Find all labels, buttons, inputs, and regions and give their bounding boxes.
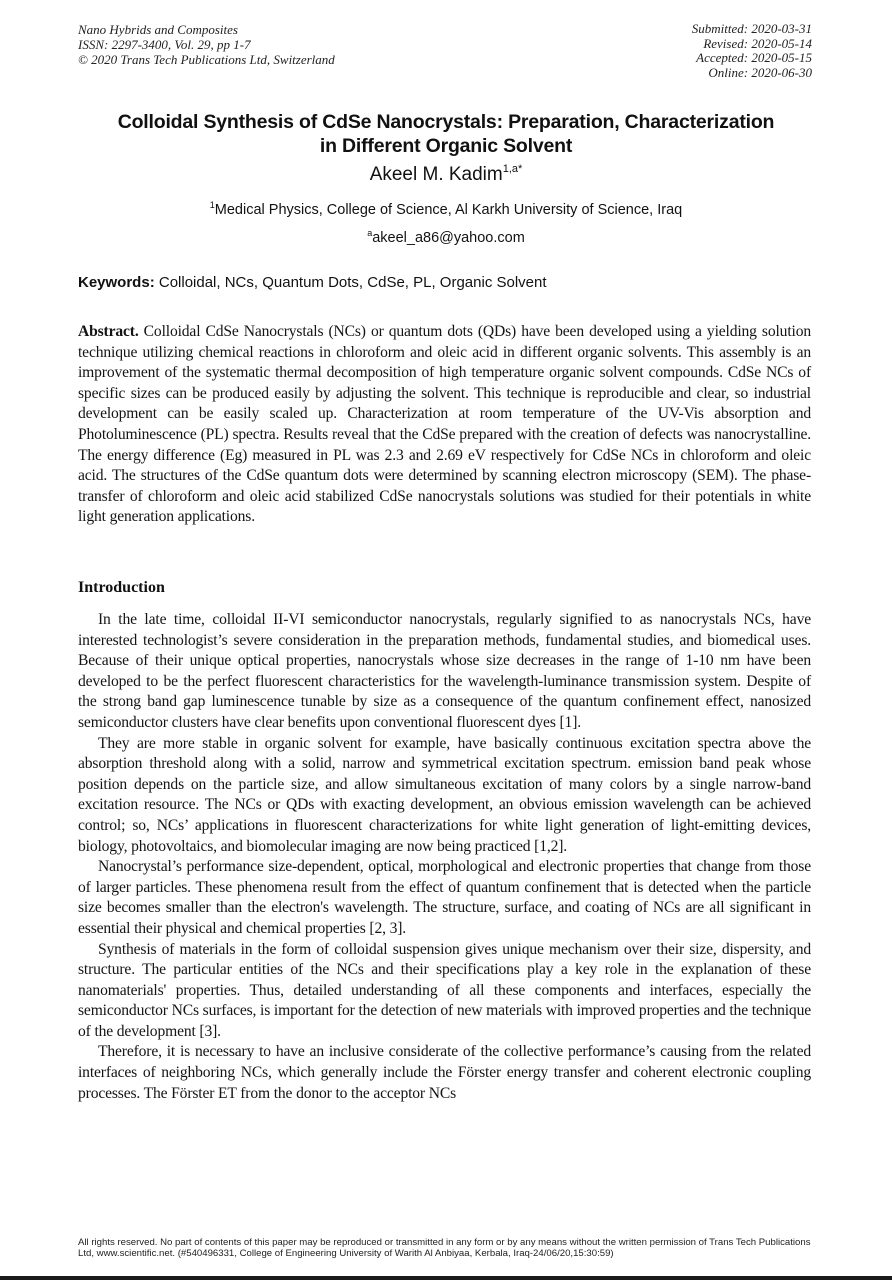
author	[0, 163, 892, 186]
intro-paragraph: Nanocrystal’s performance size-dependent, optical, morphological and electronic properties that change from those of larger particles. These phenomena result from the effect of quantum confinement that is detected when the particle size becomes smaller than the electron's wavelength. The structure, surface, and coating of NCs are all significant in essential their physical and chemical properties [2, 3].	[78, 858, 811, 937]
email-superscript: a	[367, 228, 373, 238]
intro-paragraph: Therefore, it is necessary to have an inclusive considerate of the collective performance’s causing from the related interfaces of neighboring NCs, which generally include the Förster energy transfer and coherent electronic coupling processes. The Förster ET from the donor to the acceptor NCs	[78, 1043, 811, 1102]
submitted-date: Submitted: 2020-03-31	[691, 21, 812, 36]
abstract-label: Abstract.	[78, 323, 139, 340]
journal-issn: ISSN: 2297-3400, Vol. 29, pp 1-7	[78, 37, 251, 52]
revised-date: Revised: 2020-05-14	[703, 35, 812, 51]
intro-paragraph: They are more stable in organic solvent for example, have basically continuous excitation spectra above the absorption threshold along with a solid, narrow and symmetrical excitation spectrum. emission band peak whose position depends on the particle size, and allow simultaneous excitation of many colors by a single narrow-band excitation resource. The NCs or QDs with exacting development, an obvious emission wavelength can be achieved control; so, NCs’ applications in fluorescent characterizations for white light generation of light-emitting devices, biology, photovoltaics, and biomolecular imaging are now being practiced [1,2].	[78, 734, 811, 855]
keywords-text: Colloidal, NCs, Quantum Dots, CdSe, PL, Organic Solvent	[154, 274, 547, 291]
keywords-label: Keywords:	[78, 274, 155, 291]
affiliation-superscript: 1	[209, 200, 215, 210]
journal-header-right	[692, 22, 812, 80]
intro-paragraph: Synthesis of materials in the form of colloidal suspension gives unique mechanism over their size, dispersity, and structure. The particular entities of the NCs and their specifications play a key role in the explanation of these nanomaterials' properties. Thus, detailed understanding of all these components and interfaces, especially the semiconductor NCs surfaces, is important for the detection of new materials with improved properties and the technique of the development [3].	[78, 940, 811, 1040]
abstract-text: Colloidal CdSe Nanocrystals (NCs) or quantum dots (QDs) have been developed using a yielding solution technique utilizing chemical reactions in chloroform and oleic acid in different organic solvents. This assembly is an improvement of the systematic thermal decomposition of high temperature organic solvent compounds. CdSe NCs of specific sizes can be produced easily by adjusting the solvent. This technique is reproducible and clear, so industrial development can be easily scaled up. Characterization at room temperature of the UV-Vis absorption and Photoluminescence (PL) spectra. Results reveal that the CdSe prepared with the creation of defects was nanocrystalline. The energy difference (Eg) measured in PL was 2.3 and 2.69 eV respectively for CdSe NCs in chloroform and oleic acid. The structures of the CdSe quantum dots were determined by scanning electron microscopy (SEM). The phase-transfer of chloroform and oleic acid stabilized CdSe nanocrystals solutions was studied for their potentials in white light generation applications.	[78, 323, 811, 526]
introduction-body	[78, 610, 811, 1104]
paper-title	[60, 110, 832, 158]
author-name: Akeel M. Kadim	[369, 164, 503, 185]
email-address[interactable]: akeel_a86@yahoo.com	[372, 230, 525, 246]
accepted-date: Accepted: 2020-05-15	[696, 50, 812, 65]
paper-title-line-2: in Different Organic Solvent	[319, 135, 573, 157]
abstract	[78, 322, 811, 528]
bottom-edge-bar	[0, 1276, 892, 1280]
keywords	[78, 274, 547, 291]
journal-copyright: © 2020 Trans Tech Publications Ltd, Switzerland	[78, 52, 335, 67]
affiliation	[0, 200, 892, 218]
copyright-footer: All rights reserved. No part of contents of this paper may be reproduced or transmitted in any form or by any means without the written permission of Trans Tech Publications Ltd, www.scientific.net. (#540496331, College of Engineering University of Warith Al Anbiyaa, Kerbala, Iraq-24/06/20,15:30:59)	[78, 1237, 811, 1259]
journal-header-left	[78, 22, 335, 67]
author-superscript: 1,a*	[502, 163, 523, 175]
introduction-heading: Introduction	[78, 579, 165, 596]
intro-paragraph: In the late time, colloidal II-VI semiconductor nanocrystals, regularly signified to as nanocrystals NCs, have interested technologist’s severe consideration in the preparation methods, fundamental studies, and biomedical uses. Because of their unique optical properties, nanocrystals whose size decreases in the range of 1-10 nm have been developed to be the perfect fluorescent characteristics for the wavelength-luminance transmission system. Despite of the strong band gap luminescence tunable by size as a consequence of the quantum confinement effect, nanosized semiconductor clusters have clear benefits upon conventional fluorescent dyes [1].	[78, 611, 811, 731]
online-date: Online: 2020-06-30	[708, 64, 812, 80]
paper-title-line-1: Colloidal Synthesis of CdSe Nanocrystals: Preparation, Characterization	[117, 111, 775, 133]
author-email	[0, 228, 892, 246]
affiliation-text: Medical Physics, College of Science, Al Karkh University of Science, Iraq	[214, 202, 683, 218]
journal-name: Nano Hybrids and Composites	[78, 22, 238, 37]
